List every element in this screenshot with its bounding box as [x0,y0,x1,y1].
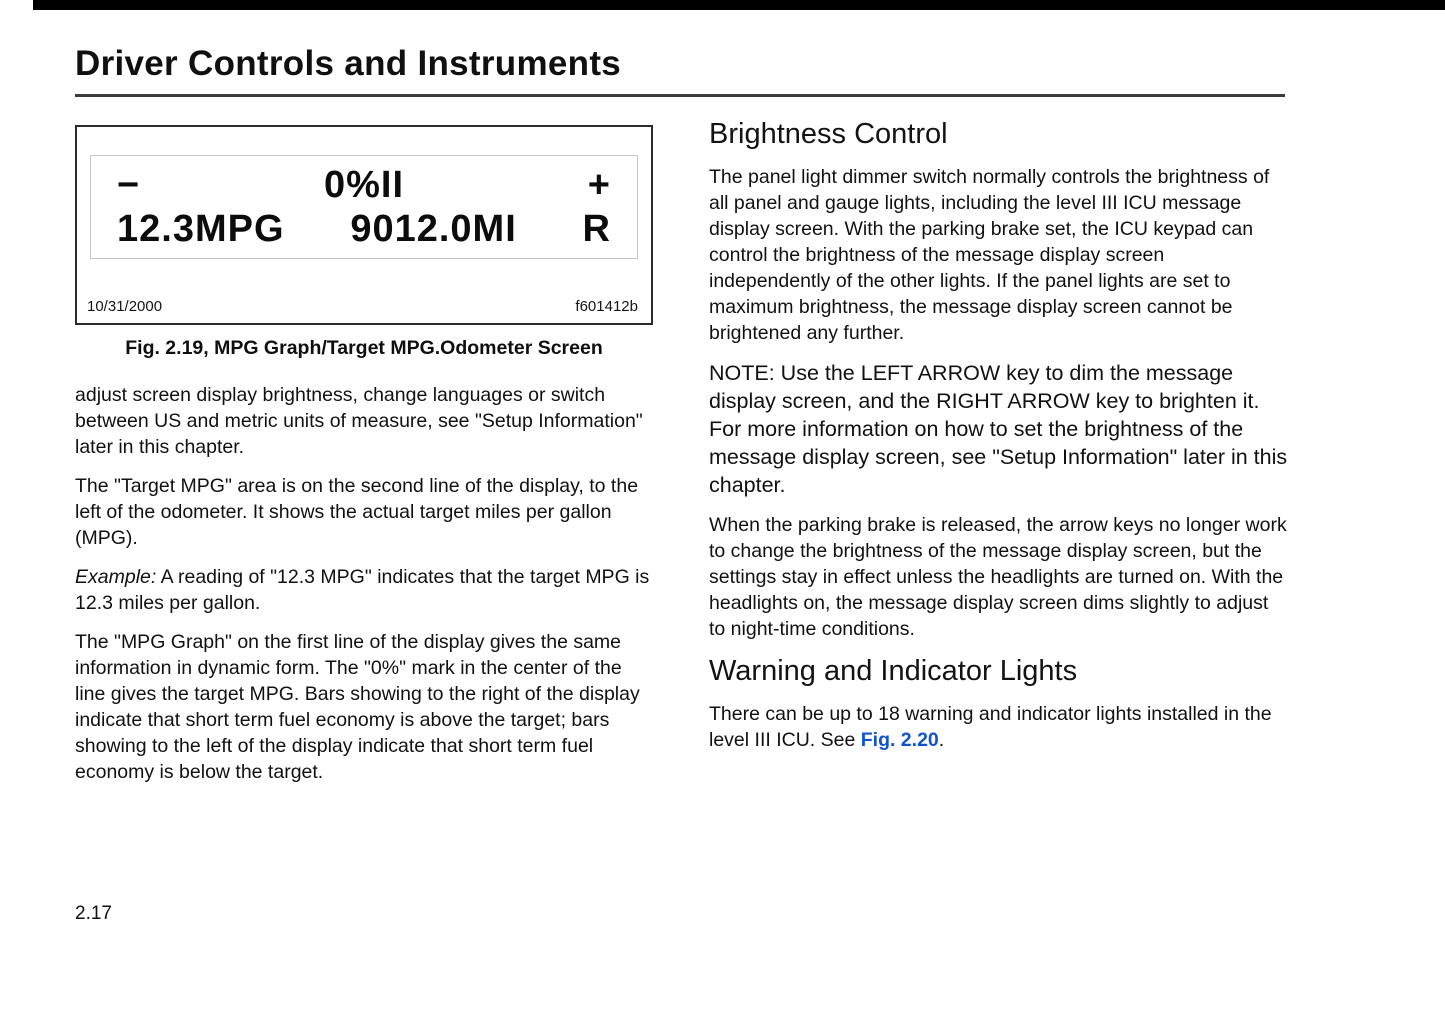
paragraph-setup-information: adjust screen display brightness, change languages or switch between US and metric units of measure, see "Setup Information" later in this chapter. [75,384,643,458]
figure-code: f601412b [575,298,638,315]
example-label: Example: [75,566,157,588]
left-column [75,125,653,798]
paragraph-target-mpg-area: The "Target MPG" area is on the second line of the display, to the left of the odometer. It shows the actual target miles per gallon (MPG). [75,475,639,549]
paragraph-dimmer-switch: The panel light dimmer switch normally controls the brightness of all panel and gauge lights, including the level III ICU message display screen. With the parking brake set, the ICU keypad can control the brightness of the message display screen independently of the other lights. If the panel lights are set to maximum brightness, the message display screen cannot be brightened any further. [709,166,1270,344]
warning-lights-text: There can be up to 18 warning and indicator lights installed in the level III ICU. See [709,703,1272,751]
page-title: Driver Controls and Instruments [75,44,622,83]
fig-2-20-link[interactable]: Fig. 2.20 [860,729,939,751]
warning-lights-text-end: . [938,729,945,751]
lcd-odometer: 9012.0MI [350,208,517,250]
lcd-target-mpg: 12.3MPG [117,208,285,250]
paragraph-mpg-graph: The "MPG Graph" on the first line of the display gives the same information in dynamic form. The "0%" mark in the center of the line gives the target MPG. Bars showing to the right of the display indicate that short term fuel economy is above the target; bars showing to the left of the display indicate that short term fuel economy is below the target. [75,631,640,783]
title-divider [75,94,1285,97]
paragraph-parking-brake-released: When the parking brake is released, the arrow keys no longer work to change the brightness of the message display screen, but the settings stay in effect unless the headlights are turned on. With the headlights on, the message display screen dims slightly to adjust to night-time conditions. [709,514,1287,640]
figure-date: 10/31/2000 [87,298,163,315]
section-heading-brightness-control: Brightness Control [709,118,948,150]
section-heading-warning-lights: Warning and Indicator Lights [709,655,1078,687]
example-text: A reading of "12.3 MPG" indicates that the target MPG is 12.3 miles per gallon. [75,566,650,614]
lcd-brighten-symbol: + [587,164,611,206]
lcd-dim-symbol: − [117,164,141,206]
paragraph-note-arrow-keys: NOTE: Use the LEFT ARROW key to dim the message display screen, and the RIGHT ARROW key to brighten it. For more information on how to set the brightness of the message display screen, see "Setup Information" later in this chapter. [709,361,1288,497]
top-accent-bar [33,0,1445,10]
lcd-row-graph [117,163,611,207]
right-column [709,118,1289,766]
paragraph-example [75,564,653,616]
lcd-row-values [117,207,611,251]
icu-display-screen [90,155,638,259]
figure-caption: Fig. 2.19, MPG Graph/Target MPG.Odometer Screen [125,337,603,359]
figure-box [75,125,653,325]
figure-meta [87,298,638,315]
page-number: 2.17 [75,903,112,924]
lcd-mpg-graph: 0%II [323,164,405,206]
lcd-gear-indicator: R [582,208,611,250]
paragraph-warning-lights [709,701,1289,753]
